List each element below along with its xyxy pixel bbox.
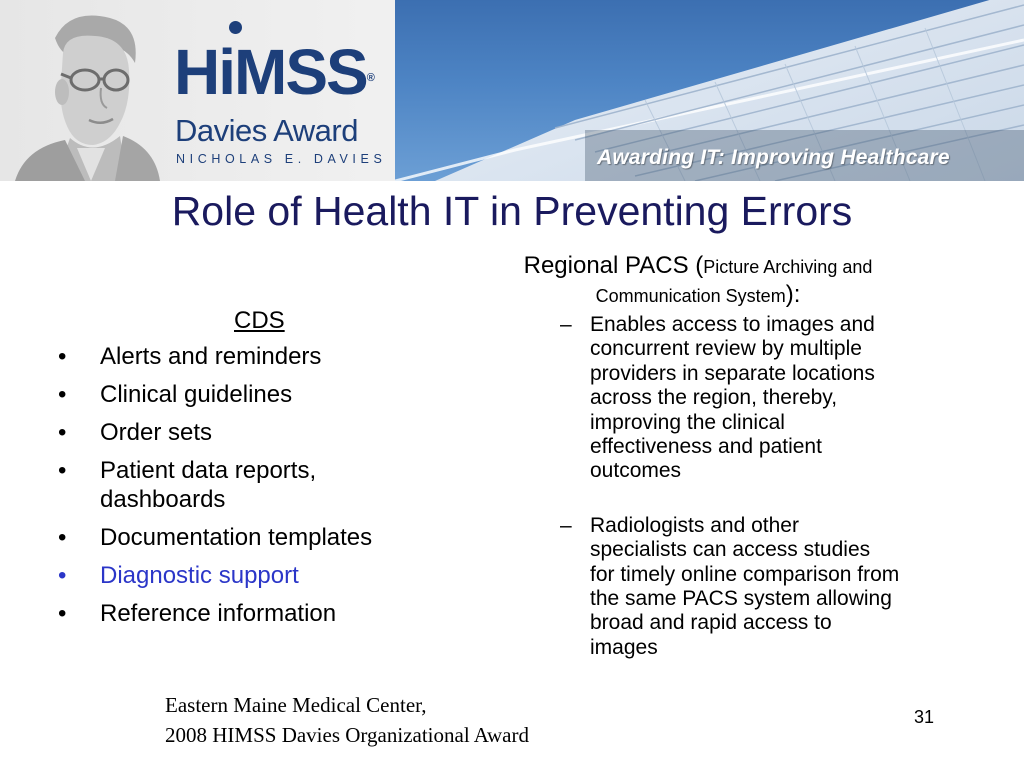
dash-icon: – <box>560 313 572 336</box>
bullet-icon: • <box>58 419 67 446</box>
cds-item-text: Alerts and reminders <box>100 343 322 370</box>
bullet-icon: • <box>58 562 67 589</box>
pacs-dash-list <box>560 313 900 660</box>
cds-item <box>58 418 458 447</box>
cds-bullet-list <box>58 342 458 637</box>
award-name: Davies Award <box>175 113 358 148</box>
pacs-item-text: Enables access to images and concurrent review by multiple providers in separate locations across the region, thereby, improving the clinical effectiveness and patient outcomes <box>590 313 875 483</box>
logo-dot <box>229 21 242 34</box>
cds-item-text: Diagnostic support <box>100 562 299 589</box>
pacs-heading-expansion: Picture Archiving and Communication System <box>595 257 873 306</box>
bullet-icon: • <box>58 343 67 370</box>
cds-heading: CDS <box>234 307 285 334</box>
pacs-item-text: Radiologists and other specialists can access studies for timely online comparison from the same PACS system allowing broad and rapid access to images <box>590 513 900 659</box>
pacs-heading-main: Regional PACS ( <box>523 252 704 279</box>
cds-item-text: Documentation templates <box>100 524 373 551</box>
portrait-image <box>15 8 160 181</box>
pacs-heading <box>498 252 898 310</box>
cds-item <box>58 599 458 628</box>
cds-item-text: Patient data reports, dashboards <box>100 457 317 513</box>
header-banner <box>0 0 1024 181</box>
cds-item-highlighted <box>58 561 458 590</box>
himss-logo-text: HiMSS <box>174 36 367 108</box>
banner-tagline: Awarding IT: Improving Healthcare <box>597 146 950 169</box>
cds-item-text: Reference information <box>100 600 337 627</box>
pacs-heading-end: ): <box>785 281 801 308</box>
slide-title: Role of Health IT in Preventing Errors <box>171 188 853 234</box>
bullet-icon: • <box>58 457 67 484</box>
award-namesake: NICHOLAS E. DAVIES <box>176 152 387 166</box>
footer-attribution <box>165 690 529 750</box>
himss-logo <box>174 36 375 108</box>
registered-mark: ® <box>366 72 375 84</box>
cds-item-text: Order sets <box>100 419 213 446</box>
footer-line-award: 2008 HIMSS Davies Organizational Award <box>165 723 529 747</box>
pacs-item <box>560 514 900 660</box>
footer-line-organization: Eastern Maine Medical Center, <box>165 693 427 717</box>
cds-item <box>58 456 458 514</box>
bullet-icon: • <box>58 381 67 408</box>
cds-item-text: Clinical guidelines <box>100 381 293 408</box>
bullet-icon: • <box>58 524 67 551</box>
cds-item <box>58 342 458 371</box>
bullet-icon: • <box>58 600 67 627</box>
dash-icon: – <box>560 513 572 537</box>
cds-item <box>58 380 458 409</box>
page-number: 31 <box>914 707 935 727</box>
pacs-item <box>560 313 900 484</box>
cds-item <box>58 523 458 552</box>
